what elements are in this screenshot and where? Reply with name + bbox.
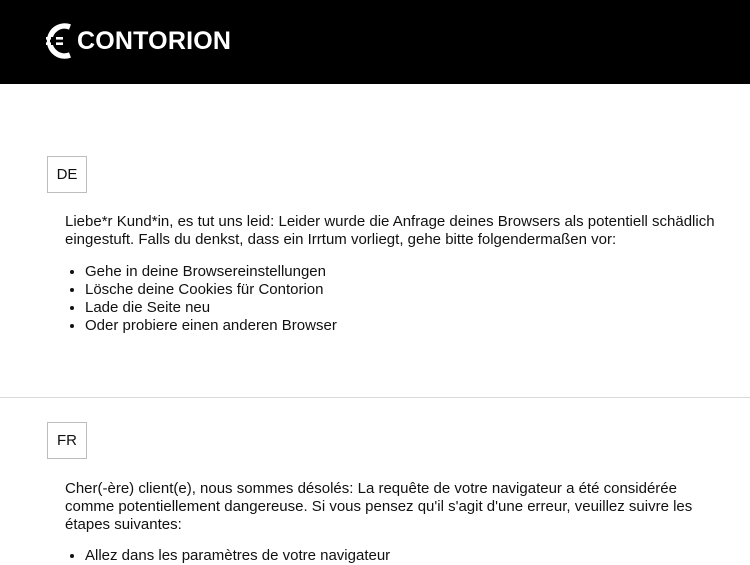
message-de: Liebe*r Kund*in, es tut uns leid: Leider wurde die Anfrage deines Browsers als potentiell schädlich eingestuft. Falls du denkst, dass ein Irrtum vorliegt, gehe bitte folgendermaßen vor: <box>65 213 715 248</box>
language-code-de: DE <box>47 156 87 193</box>
list-item: • Gehe in deine Browsereinstellungen <box>85 263 337 281</box>
contorion-c-mark-icon <box>46 21 76 61</box>
list-item: • Lösche deine Cookies für Contorion <box>85 281 337 299</box>
list-item: • Allez dans les paramètres de votre navigateur <box>85 547 390 565</box>
message-fr: Cher(-ère) client(e), nous sommes désolés: La requête de votre navigateur a été considérée comme potentiellement dangereuse. Si vous pensez qu'il s'agit d'une erreur, veuillez suivre les étapes suivantes: <box>65 480 693 533</box>
brand-name: CONTORION <box>77 26 232 55</box>
language-code-fr: FR <box>47 422 87 459</box>
site-header <box>0 0 750 84</box>
section-divider <box>0 397 750 398</box>
steps-list-de <box>65 263 337 335</box>
steps-list-fr <box>65 547 390 565</box>
contorion-logo[interactable] <box>46 19 231 63</box>
list-item: • Lade die Seite neu <box>85 299 337 317</box>
list-item: • Oder probiere einen anderen Browser <box>85 317 337 335</box>
